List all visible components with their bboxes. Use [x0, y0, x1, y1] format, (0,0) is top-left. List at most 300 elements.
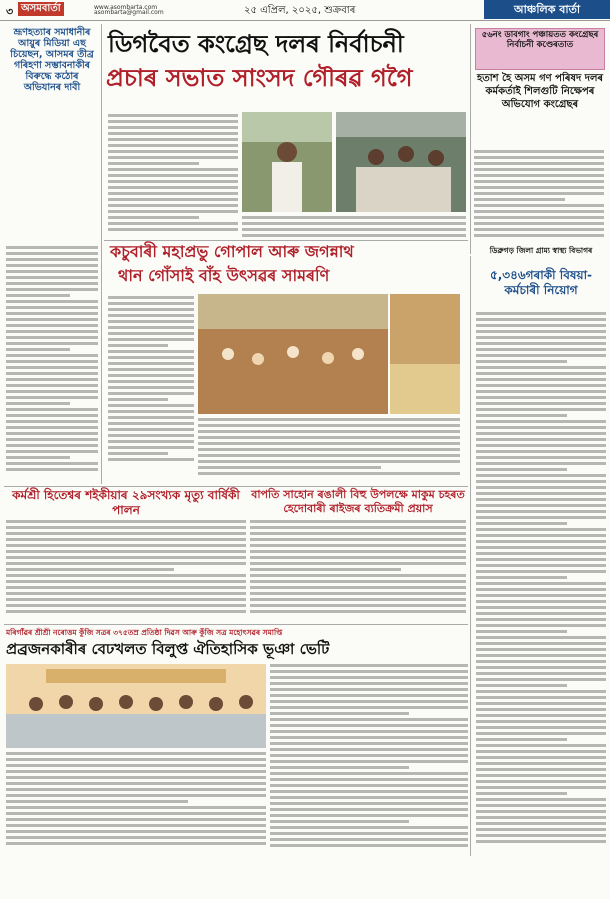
body-text-line	[198, 442, 460, 445]
body-text-line	[270, 826, 468, 829]
story5-body	[6, 520, 246, 620]
body-text-line	[250, 532, 466, 535]
body-text-line	[476, 738, 567, 741]
body-text-line	[250, 568, 401, 571]
body-text-line	[474, 168, 604, 171]
body-text-line	[198, 430, 460, 433]
body-text-line	[6, 574, 246, 577]
body-text-line	[108, 452, 168, 455]
body-text-line	[6, 526, 246, 529]
body-text-line	[476, 762, 606, 765]
body-text-line	[250, 526, 466, 529]
body-text-line	[108, 356, 194, 359]
body-text-line	[6, 562, 246, 565]
body-text-line	[474, 198, 565, 201]
column-divider	[470, 24, 471, 254]
body-text-line	[6, 462, 98, 465]
story2-headline-line2: থান গোঁসাই বাঁহ উৎসৱৰ সামৰণি	[118, 266, 330, 285]
body-text-line	[474, 156, 604, 159]
body-text-line	[476, 372, 606, 375]
section-divider	[4, 624, 468, 625]
body-text-line	[108, 120, 238, 123]
body-text-line	[476, 312, 606, 315]
body-text-line	[270, 670, 468, 673]
body-text-line	[6, 604, 246, 607]
body-text-line	[250, 562, 466, 565]
body-text-line	[108, 386, 194, 389]
body-text-line	[476, 528, 606, 531]
body-text-line	[476, 510, 606, 513]
body-text-line	[476, 420, 606, 423]
body-text-line	[476, 600, 606, 603]
body-text-line	[476, 612, 606, 615]
body-text-line	[198, 424, 460, 427]
body-text-line	[6, 782, 266, 785]
body-text-line	[6, 598, 246, 601]
body-text-line	[108, 138, 238, 141]
right-box-kicker: ৫৬নং ডাবগাং পঞ্চায়তত কংগ্ৰেছৰ নিৰ্বাচনী কণ্ডেৰতাত	[481, 30, 599, 51]
body-text-line	[198, 460, 460, 463]
body-text-line	[6, 324, 98, 327]
body-text-line	[270, 664, 468, 667]
email-text: asombarta@gmail.com	[94, 9, 164, 16]
body-text-line	[6, 456, 70, 459]
body-text-line	[476, 516, 606, 519]
body-text-line	[476, 486, 606, 489]
body-text-line	[6, 378, 98, 381]
body-text-line	[270, 844, 468, 847]
body-text-line	[108, 410, 194, 413]
website-text: www.asombarta.com	[94, 4, 158, 11]
newspaper-logo: অসমবাৰ্তা	[18, 2, 64, 16]
body-text-line	[6, 800, 188, 803]
story8-photo	[6, 664, 266, 748]
body-text-line	[6, 258, 98, 261]
story2-body-left	[108, 296, 194, 466]
body-text-line	[476, 498, 606, 501]
body-text-line	[6, 426, 98, 429]
body-text-line	[198, 472, 460, 475]
body-text-line	[476, 798, 606, 801]
body-text-line	[6, 396, 98, 399]
body-text-line	[6, 812, 266, 815]
body-text-line	[6, 312, 98, 315]
body-text-line	[108, 204, 238, 207]
body-text-line	[474, 180, 604, 183]
body-text-line	[108, 398, 168, 401]
story2-headline-line1: কচুবাৰী মহাপ্ৰভু গোপাল আৰু জগন্নাথ	[110, 242, 354, 261]
issue-date: ২৫ এপ্ৰিল, ২০২৫, শুক্ৰবাৰ	[244, 5, 356, 16]
story5-headline: কৰ্মশ্ৰী হিতেশ্বৰ শইকীয়াৰ ২৯সংখ্যক মৃত্যু বাৰ্ষিকী পালন	[12, 488, 240, 517]
body-text-line	[250, 592, 466, 595]
story1-photo-1	[242, 112, 332, 212]
story4-headline: ৫,৩৪৬গৰাকী বিষয়া-কৰ্মচাৰী নিয়োগ	[489, 268, 593, 297]
body-text-line	[6, 342, 98, 345]
body-text-line	[476, 732, 606, 735]
body-text-line	[476, 714, 606, 717]
body-text-line	[476, 570, 606, 573]
body-text-line	[476, 492, 606, 495]
body-text-line	[108, 216, 199, 219]
page-number: ৩	[6, 5, 14, 18]
body-text-line	[476, 414, 567, 417]
body-text-line	[6, 532, 246, 535]
body-text-line	[108, 222, 238, 225]
story4-body	[476, 312, 606, 850]
body-text-line	[476, 702, 606, 705]
body-text-line	[270, 718, 468, 721]
body-text-line	[476, 402, 606, 405]
body-text-line	[198, 454, 460, 457]
body-text-line	[108, 446, 194, 449]
body-text-line	[108, 228, 238, 231]
body-text-line	[270, 712, 409, 715]
body-text-line	[6, 830, 266, 833]
body-text-line	[6, 586, 246, 589]
body-text-line	[476, 840, 606, 843]
body-text-line	[6, 318, 98, 321]
body-text-line	[242, 216, 466, 219]
body-text-line	[476, 726, 606, 729]
story2-photo	[198, 294, 388, 414]
body-text-line	[6, 372, 98, 375]
body-text-line	[6, 420, 98, 423]
body-text-line	[6, 468, 98, 471]
body-text-line	[476, 678, 606, 681]
body-text-line	[270, 778, 468, 781]
body-text-line	[198, 436, 460, 439]
body-text-line	[270, 760, 468, 763]
body-text-line	[108, 380, 194, 383]
story8-headline: প্ৰব্ৰজনকাৰীৰ বেঢখলত বিলুপ্ত ঐতিহাসিক ভূঞা ভেটি	[6, 640, 330, 658]
body-text-line	[476, 504, 606, 507]
story8-kicker: মৰিগাঁৱৰ শ্ৰীশ্ৰী নৰোত্তম কুঁজি সত্ৰৰ ৩৭৫তম্ৰ প্ৰতিষ্ঠা দিৱস আৰু কুঁজি সত্ৰ মহোৎসৱৰ সমাপ্তি	[6, 628, 283, 637]
body-text-line	[108, 326, 194, 329]
body-text-line	[270, 814, 468, 817]
body-text-line	[108, 302, 194, 305]
body-text-line	[6, 444, 98, 447]
body-text-line	[476, 744, 606, 747]
story6-headline: বাপতি সাহোন ৰঙালী বিহু উপলক্ষে মাকুম চহৰত হেদোবাৰী ৰাইজৰ ব্যতিক্ৰমী প্ৰয়াস	[251, 488, 465, 515]
body-text-line	[6, 348, 70, 351]
body-text-line	[6, 818, 266, 821]
body-text-line	[6, 758, 266, 761]
body-text-line	[6, 776, 266, 779]
story2-body	[198, 418, 460, 478]
body-text-line	[476, 804, 606, 807]
body-text-line	[476, 588, 606, 591]
body-text-line	[108, 144, 238, 147]
body-text-line	[270, 676, 468, 679]
story8-body-lower	[6, 752, 266, 852]
body-text-line	[250, 604, 466, 607]
body-text-line	[108, 296, 194, 299]
body-text-line	[476, 564, 606, 567]
body-text-line	[270, 748, 468, 751]
body-text-line	[108, 368, 194, 371]
body-text-line	[250, 550, 466, 553]
body-text-line	[198, 466, 381, 469]
body-text-line	[476, 786, 606, 789]
body-text-line	[270, 796, 468, 799]
body-text-line	[270, 784, 468, 787]
body-text-line	[6, 252, 98, 255]
body-text-line	[6, 806, 266, 809]
body-text-line	[108, 440, 194, 443]
body-text-line	[108, 126, 238, 129]
body-text-line	[476, 522, 567, 525]
body-text-line	[242, 228, 466, 231]
body-text-line	[6, 836, 266, 839]
body-text-line	[108, 314, 194, 317]
story8-body	[270, 664, 468, 850]
body-text-line	[250, 598, 466, 601]
body-text-line	[108, 150, 238, 153]
body-text-line	[270, 688, 468, 691]
body-text-line	[476, 834, 606, 837]
body-text-line	[476, 654, 606, 657]
body-text-line	[6, 752, 266, 755]
body-text-line	[6, 610, 246, 613]
body-text-line	[476, 708, 606, 711]
body-text-line	[476, 774, 606, 777]
body-text-line	[476, 384, 606, 387]
body-text-line	[6, 306, 98, 309]
body-text-line	[270, 730, 468, 733]
body-text-line	[474, 210, 604, 213]
body-text-line	[6, 842, 266, 845]
body-text-line	[476, 432, 606, 435]
body-text-line	[476, 648, 606, 651]
body-text-line	[108, 186, 238, 189]
left-column-body	[6, 246, 98, 476]
body-text-line	[476, 552, 606, 555]
body-text-line	[476, 450, 606, 453]
body-text-line	[270, 790, 468, 793]
body-text-line	[6, 432, 98, 435]
story1-body-continued	[242, 216, 466, 240]
right-box-body	[474, 150, 604, 240]
body-text-line	[108, 308, 194, 311]
body-text-line	[476, 576, 567, 579]
body-text-line	[476, 828, 606, 831]
body-text-line	[6, 360, 98, 363]
body-text-line	[476, 534, 606, 537]
body-text-line	[476, 318, 606, 321]
body-text-line	[474, 216, 604, 219]
body-text-line	[476, 750, 606, 753]
body-text-line	[6, 366, 98, 369]
body-text-line	[476, 780, 606, 783]
body-text-line	[476, 378, 606, 381]
body-text-line	[476, 480, 606, 483]
body-text-line	[6, 450, 98, 453]
body-text-line	[108, 198, 238, 201]
body-text-line	[476, 768, 606, 771]
story6-body	[250, 520, 466, 620]
body-text-line	[6, 538, 246, 541]
body-text-line	[476, 462, 606, 465]
story1-body	[108, 114, 238, 234]
body-text-line	[6, 592, 246, 595]
body-text-line	[198, 418, 460, 421]
masthead-contact	[94, 5, 164, 15]
body-text-line	[250, 556, 466, 559]
body-text-line	[250, 544, 466, 547]
body-text-line	[250, 574, 466, 577]
body-text-line	[476, 624, 606, 627]
body-text-line	[6, 336, 98, 339]
body-text-line	[270, 802, 468, 805]
body-text-line	[108, 458, 194, 461]
body-text-line	[476, 474, 606, 477]
body-text-line	[270, 766, 409, 769]
body-text-line	[476, 390, 606, 393]
body-text-line	[6, 276, 98, 279]
body-text-line	[6, 438, 98, 441]
column-divider	[470, 256, 471, 856]
body-text-line	[108, 422, 194, 425]
body-text-line	[6, 770, 266, 773]
story4-kicker: ডিব্ৰুগড় জিলা গ্ৰাম্য স্বাস্থ্য বিভাগৰ	[489, 246, 593, 255]
body-text-line	[6, 384, 98, 387]
body-text-line	[242, 222, 466, 225]
body-text-line	[242, 234, 466, 237]
story2-photo-inset	[390, 294, 460, 414]
body-text-line	[270, 694, 468, 697]
body-text-line	[476, 672, 606, 675]
body-text-line	[476, 630, 567, 633]
body-text-line	[476, 558, 606, 561]
body-text-line	[474, 150, 604, 153]
body-text-line	[250, 538, 466, 541]
body-text-line	[6, 288, 98, 291]
body-text-line	[6, 556, 246, 559]
story1-headline-line2: প্ৰচাৰ সভাত সাংসদ গৌৰৱ গগৈ	[106, 64, 413, 92]
body-text-line	[250, 520, 466, 523]
body-text-line	[476, 354, 606, 357]
left-column-headline: ভ্ৰূণহত্যাৰ সমাধানীৰ আয়ুৰ মিডিয়া এছ চিয়েছন, আসমৰ তীব্ৰ গৰিহণা সম্ভাবনাকীৰ বিৰুদ্ধে কঠোৰ অভিযানৰ দাবী	[10, 27, 94, 93]
story1-headline-line1: ডিগবৈত কংগ্ৰেছ দলৰ নিৰ্বাচনী	[108, 30, 404, 58]
body-text-line	[474, 204, 604, 207]
body-text-line	[476, 690, 606, 693]
body-text-line	[6, 294, 70, 297]
body-text-line	[476, 594, 606, 597]
body-text-line	[198, 448, 460, 451]
body-text-line	[108, 192, 238, 195]
body-text-line	[270, 808, 468, 811]
right-box-headline: হতাশ হৈ অসম গণ পৰিষদ দলৰ কৰ্মকৰ্তাই শিলগুটি নিক্ষেপৰ অভিযোগ কংগ্ৰেছৰ	[476, 73, 604, 110]
body-text-line	[476, 366, 606, 369]
body-text-line	[250, 580, 466, 583]
body-text-line	[108, 434, 194, 437]
body-text-line	[108, 180, 238, 183]
section-divider	[104, 240, 468, 241]
body-text-line	[108, 350, 194, 353]
body-text-line	[6, 282, 98, 285]
body-text-line	[108, 168, 238, 171]
section-label: আঞ্চলিক বাৰ্তা	[484, 0, 610, 19]
body-text-line	[6, 520, 246, 523]
body-text-line	[270, 838, 468, 841]
body-text-line	[250, 586, 466, 589]
body-text-line	[108, 332, 194, 335]
body-text-line	[474, 162, 604, 165]
body-text-line	[6, 824, 266, 827]
body-text-line	[476, 342, 606, 345]
body-text-line	[6, 264, 98, 267]
body-text-line	[476, 360, 567, 363]
body-text-line	[6, 330, 98, 333]
body-text-line	[250, 610, 466, 613]
body-text-line	[6, 550, 246, 553]
body-text-line	[476, 324, 606, 327]
body-text-line	[108, 162, 199, 165]
story1-photo-2	[336, 112, 466, 212]
body-text-line	[108, 428, 194, 431]
body-text-line	[108, 174, 238, 177]
body-text-line	[474, 174, 604, 177]
body-text-line	[270, 742, 468, 745]
body-text-line	[476, 636, 606, 639]
body-text-line	[108, 362, 194, 365]
body-text-line	[6, 270, 98, 273]
body-text-line	[6, 354, 98, 357]
body-text-line	[476, 444, 606, 447]
body-text-line	[6, 544, 246, 547]
body-text-line	[108, 374, 194, 377]
body-text-line	[476, 408, 606, 411]
body-text-line	[6, 390, 98, 393]
body-text-line	[108, 210, 238, 213]
body-text-line	[476, 426, 606, 429]
body-text-line	[476, 720, 606, 723]
body-text-line	[476, 438, 606, 441]
body-text-line	[476, 684, 567, 687]
body-text-line	[6, 580, 246, 583]
body-text-line	[476, 330, 606, 333]
body-text-line	[270, 736, 468, 739]
body-text-line	[108, 416, 194, 419]
body-text-line	[474, 186, 604, 189]
body-text-line	[270, 724, 468, 727]
body-text-line	[108, 320, 194, 323]
body-text-line	[108, 114, 238, 117]
body-text-line	[108, 392, 194, 395]
body-text-line	[6, 246, 98, 249]
body-text-line	[476, 792, 567, 795]
body-text-line	[108, 344, 168, 347]
body-text-line	[474, 228, 604, 231]
body-text-line	[6, 568, 174, 571]
body-text-line	[476, 582, 606, 585]
body-text-line	[476, 468, 567, 471]
body-text-line	[270, 754, 468, 757]
body-text-line	[270, 706, 468, 709]
body-text-line	[476, 756, 606, 759]
body-text-line	[476, 660, 606, 663]
body-text-line	[476, 348, 606, 351]
body-text-line	[476, 822, 606, 825]
body-text-line	[476, 546, 606, 549]
body-text-line	[6, 788, 266, 791]
body-text-line	[474, 192, 604, 195]
body-text-line	[108, 404, 194, 407]
body-text-line	[270, 772, 468, 775]
column-divider	[101, 24, 102, 484]
body-text-line	[476, 816, 606, 819]
body-text-line	[476, 666, 606, 669]
